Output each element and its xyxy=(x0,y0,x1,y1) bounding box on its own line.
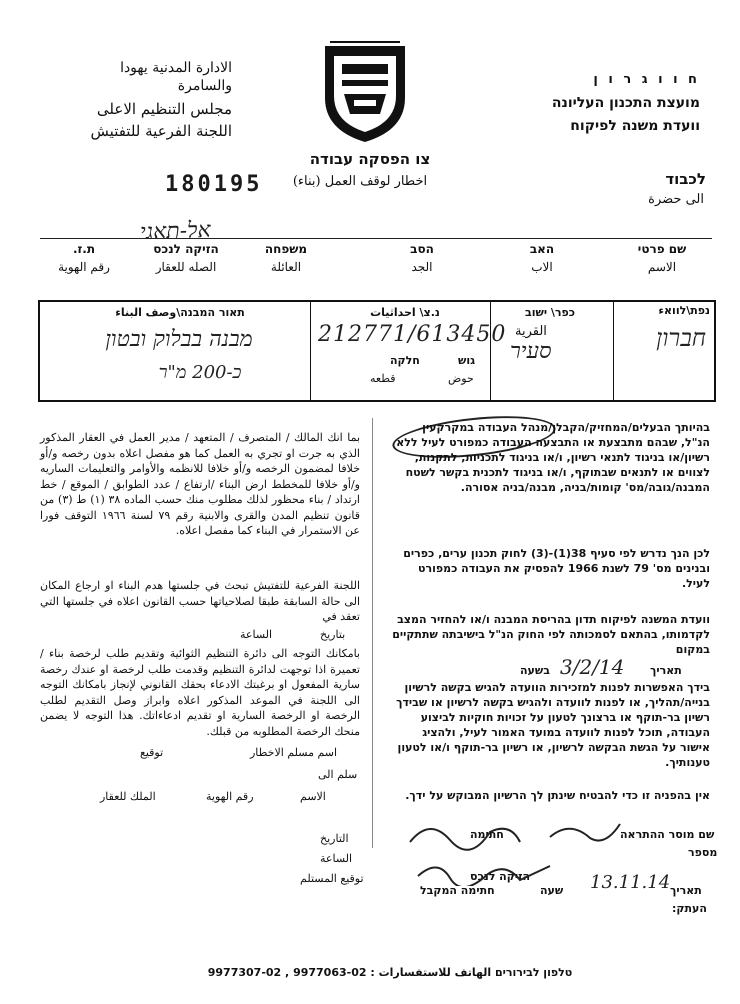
arabic-date2-label: التاريخ xyxy=(320,832,349,845)
col-id-label: رقم الهوية xyxy=(206,790,254,803)
header-arabic-line-3: مجلس التنظيم الاعلى xyxy=(96,100,232,118)
qitaa-label: قطعه xyxy=(370,372,396,385)
location-box xyxy=(38,300,716,402)
arabic-time-label: الساعة xyxy=(240,628,273,641)
header-hebrew-line-1: ח ו ו ג ר ו ן xyxy=(593,72,700,87)
column-divider xyxy=(372,418,373,848)
hebrew-paragraph-1: בהיותך הבעלים/המחזיק/הקבלן/מנהל העבודה במקרקעין הנ"ל, שבהם מתבצעת או התבצעה העבודה כמפורט לעיל ללא רשיון/או בניגוד לתנאי רשיון, ו/או בניגוד לתכניות, לתקנות, לצווים או לתנאים שבתוקף, ו/או בניגוד לתכנית בקשר לשטח המבנה/גובה/מס' קומות/בניה, מבנה/בניה אסורה. xyxy=(396,421,710,494)
field-relation-he: הזיקה לנכס xyxy=(153,242,219,256)
field-relation-ar: الصله للعقار xyxy=(155,260,217,274)
hebrew-paragraph-5: אין בהפניה זו כדי להבטיח שינתן לך הרשיון המבוקש על ידך. xyxy=(405,789,710,802)
hebrew-date2-label: תאריך xyxy=(670,884,702,897)
hebrew-paragraph-4: בידך האפשרות לפנות למזכירות הוועדה להגיש בקשה לרשיון בנייה/תהליך, או לפנות לוועדה ולהגיש בקשה לרשיון או שבידך רשיון בר-תוקף או ברצונך לטעון על זכויות חוקיות לביצוע העבודה, תוכל לפנות לוועדה במועד האמור לעיל, ולהציג אישור על הגשת הבקשה לרשיון, או רשיון בר-תוקף ו/או לטעון טענותיך. xyxy=(396,681,710,769)
header-arabic-line-4: اللجنة الفرعية للتفتيش xyxy=(90,122,232,140)
receiver-signature-label: חתימה המקבל xyxy=(420,884,495,897)
field-first-name-ar: الاسم xyxy=(647,260,677,274)
hebrew-date2-value: 13.11.14 xyxy=(590,872,671,893)
civil-administration-emblem xyxy=(320,38,410,146)
notice-giver-signature-label: חתימה xyxy=(470,828,504,841)
hod-label: حوض xyxy=(448,372,474,385)
hebrew-date-value: 3/2/14 xyxy=(560,655,625,679)
officer-signature xyxy=(400,812,640,852)
handwritten-recipient-name: אל-תאגי xyxy=(139,217,212,246)
relation-label: הזיקה לנכס xyxy=(470,870,531,883)
title-hebrew: צו הפסקה עבודה xyxy=(309,150,431,168)
footer-phone-line: טלפון לבירורים الهاتف للاستفسارات : 02-9977063 , 02-9977307 xyxy=(207,966,573,979)
field-grandfather-ar: الجد xyxy=(411,260,433,274)
recipient-label-arabic: الى حضرة xyxy=(648,192,704,207)
village-value: סעיר xyxy=(510,339,552,364)
arabic-paragraph-1: بما انك المالك / المتصرف / المتعهد / مدير العمل في العقار المذكور الذي به جرت او تجري به العمل كما هو مفصل اعلاه بدون رخصه و/أو خلافا لمضمون الرخصه و/أو خلافا للانظمه والأوامر والتعليمات الساريه و/أو خلافا للمخطط ارض البناء /ارتفاع / عدد الطوابق / الموقع / خط ارتداد / بناء محظور لذلك مطلوب منك حسب الماده ٣٨ (١) ط (٣) من قانون تنظيم المدن والقرى والابنية رقم ٧٩ لسنة ١٩٦٦ التوقف فورا عن الاستمرار في البناء كما مفصل اعلاه. xyxy=(40,431,361,537)
field-family-he: משפחה xyxy=(264,242,308,256)
village-label: כפר\ ישוב xyxy=(525,306,575,319)
field-father-ar: الاب xyxy=(531,260,553,274)
description-label: תאור המבנה\وصف البناء xyxy=(115,306,245,319)
field-family-ar: العائلة xyxy=(270,260,302,274)
gush-label: גוש xyxy=(458,354,476,367)
hebrew-date-label: תאריך xyxy=(650,664,682,677)
col-owner-label: الملك للعقار xyxy=(100,790,156,803)
header-hebrew-line-2: מועצת התכנון העליונה xyxy=(551,95,700,111)
document-number: 180195 xyxy=(165,172,263,197)
arabic-date-label: بتاريخ xyxy=(320,628,346,641)
field-grandfather-he: הסב xyxy=(410,242,434,256)
field-id-he: ת.ז. xyxy=(72,242,96,256)
helka-label: חלקה xyxy=(390,354,420,367)
district-label: נפת\לוואء xyxy=(658,304,710,317)
hebrew-paragraph-2: לכן הנך נדרש לפי סעיף 38(1)-(3) לחוק תכנון ערים, כפרים ובנינים מס' 79 לשנת 1966 להפסיק את העבודה כמפורט לעיל. xyxy=(403,547,710,590)
receiver-signature xyxy=(410,856,570,886)
field-first-name-he: שם פרטי xyxy=(637,242,687,256)
notice-giver-number-label: מספר xyxy=(688,846,718,859)
hebrew-paragraph-3: וועדת המשנה לפיקוח תדון בהריסת המבנה ו/או להחזיר המצב לקדמותו, בהתאם לסמכותה לפי החוק הנ"ל בישיבתה שתתקיים במקום xyxy=(392,613,710,656)
header-arabic-line-1: الادارة المدنية يهودا xyxy=(120,60,232,76)
delivered-to-label: سلم الى xyxy=(318,768,358,781)
header-arabic-line-2: والسامرة xyxy=(177,78,232,94)
recipient-underline xyxy=(40,238,712,239)
description-line-2: כ-200 מ"ר xyxy=(158,362,242,383)
village-arabic-label: القرية xyxy=(515,324,547,339)
district-value: חברון xyxy=(656,324,706,352)
recipient-label-hebrew: לכבוד xyxy=(665,170,706,188)
notice-giver-label: שם מוסר ההתראה xyxy=(620,828,715,841)
arabic-time2-label: الساعة xyxy=(320,852,353,865)
coords-value: 212771/613450 xyxy=(318,322,507,347)
coords-label: נ.צ\ احداثيات xyxy=(370,306,440,319)
notifier-name-label: اسم مسلم الاخطار xyxy=(250,746,338,759)
col-name-label: الاسم xyxy=(300,790,326,803)
arabic-paragraph-2: اللجنة الفرعية للتفتيش تبحث في جلستها هدم البناء او ارجاع المكان الى حالة السابقة طبقا لصلاحياتها حسب القانون اعلاه في جلستها التي تعقد في xyxy=(40,579,360,623)
field-id-ar: رقم الهوية xyxy=(58,260,110,274)
header-hebrew-line-3: וועדת משנה לפיקוח xyxy=(570,118,700,134)
hebrew-hour-label: שעה xyxy=(540,884,564,897)
title-arabic: اخطار لوقف العمل (بناء) xyxy=(292,174,428,189)
notifier-signature-label: توقيع xyxy=(140,746,164,759)
description-line-1: מבנה בבלוק ובטון xyxy=(105,327,253,352)
hebrew-time-label: בשעה xyxy=(520,664,550,677)
copy-label: העתק: xyxy=(672,902,707,915)
field-father-he: האב xyxy=(529,242,555,256)
arabic-paragraph-3: بامكانك التوجه الى دائرة التنظيم الثوائية وتقديم طلب لرخصة بناء / تعميرة اذا توجهت لدائرة التنظيم وقدمت طلب لرخصة او عندك رخصة سارية المفعول او برغبتك الادعاء بحقك القانوني لإنجاز بامكانك التوجه الى اللجنة في الموعد المذكور اعلاه وابراز وصل التقديم لطلب الرخصة او الرخصة السارية او تقديم ادعاءاتك. هذا التوجه لا يضمن منحك الرخصة المطلوبه من قبلك. xyxy=(40,647,360,738)
receiver-signature-arabic-label: توقيع المستلم xyxy=(300,872,364,885)
